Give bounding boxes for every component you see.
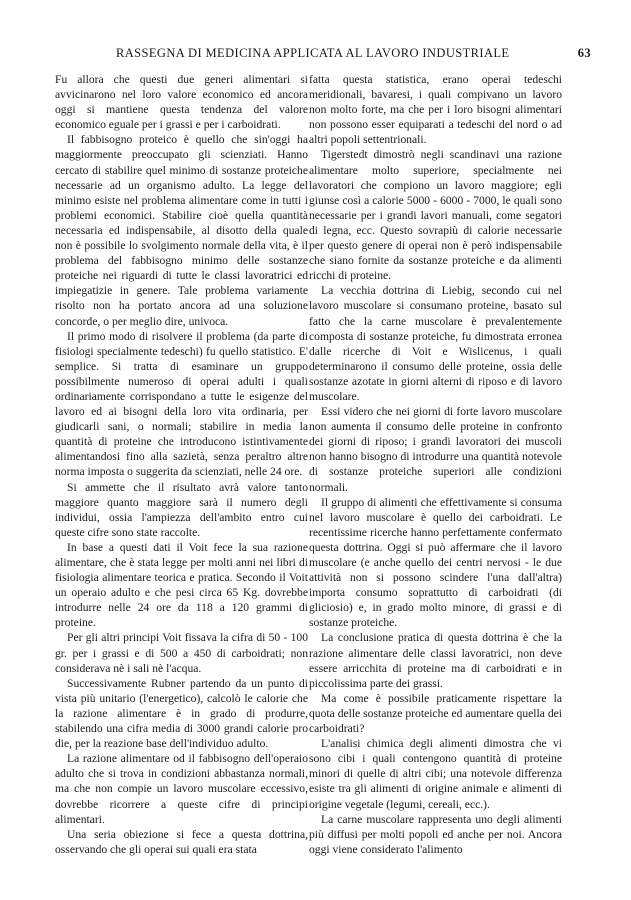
paragraph: Il gruppo di alimenti che effettivamente si consuma nel lavoro muscolare è quello dei carboidrati. Le recentissime ricerche hanno perfettamente confermato questa dottrina. Oggi si può affermare che il lavoro muscolare (e anche quello dei centri nervosi - le due attività non si possono scindere l'una dall'altra) importa consumo soprattutto di carboidrati (di gliciosio) e, in grado molto minore, di grassi e di sostanze proteiche. <box>309 495 562 630</box>
page-number: 63 <box>577 46 591 60</box>
right-column <box>309 72 562 857</box>
paragraph: La razione alimentare od il fabbisogno dell'operaio adulto che si trova in condizioni abbastanza normali, ma che non compie un lavoro muscolare eccessivo, dovrebbe ricorrere a queste cifre di principi alimentari. <box>55 752 308 826</box>
paragraph: Si ammette che il risultato avrà valore tanto maggiore quanto maggiore sarà il numero degli individui, ossia l'ampiezza dell'ambito entro cui queste cifre sono state raccolte. <box>55 480 308 539</box>
paragraph: L'analisi chimica degli alimenti dimostra che vi sono cibi i quali contengono quantità di proteine minori di quelle di altri cibi; una notevole differenza esiste tra gli alimenti di origine animale e alimenti di origine vegetale (legumi, cereali, ecc.). <box>309 737 562 811</box>
paragraph: Fu allora che questi due generi alimentari si avvicinarono nel loro valore economico ed ancora oggi si mantiene questa tendenza del valore economico eguale per i grassi e per i carboidrati. <box>55 73 308 132</box>
paragraph: Essi videro che nei giorni di forte lavoro muscolare non aumenta il consumo delle proteine in confronto dei giorni di riposo; i grandi lavoratori dei muscoli non hanno bisogno di introdurre una quantità notevole di sostanze proteiche superiori alle condizioni normali. <box>309 405 562 494</box>
paragraph: Il fabbisogno proteico è quello che sin'oggi ha maggiormente preoccupato gli scienziati. Hanno cercato di stabilire quel minimo di sostanze proteiche necessarie ad un organismo adulto. La legge del minimo esiste nel problema alimentare come in tutti i problemi economici. Stabilire cioè quella quantità necessaria ed indispensabile, al disotto della quale non è possibile lo svolgimento normale della vita, è il problema del fabbisogno minimo delle sostanze proteiche nei riguardi di tutte le classi lavoratrici ed impiegatizie in genere. Tale problema variamente risolto non ha portato ancora ad una soluzione concorde, o per meglio dire, univoca. <box>55 133 308 328</box>
left-column <box>55 72 308 857</box>
paragraph: fatta questa statistica, erano operai tedeschi meridionali, bavaresi, i quali compivano un lavoro non molto forte, ma che per i loro bisogni alimentari non possono esser equiparati a tedeschi del nord o ad altri popoli settentrionali. <box>309 73 562 147</box>
paragraph: Successivamente Rubner partendo da un punto di vista più unitario (l'energetico), calcolò le calorie che la razione alimentare è in grado di produrre, stabilendo una cifra media di 3000 grandi calorie pro die, per la reazione base dell'individuo adulto. <box>55 676 308 751</box>
paragraph: In base a questi dati il Voit fece la sua razione alimentare, che è stata legge per molti anni nei libri di fisiologia alimentare teorica e pratica. Secondo il Voit un operaio adulto e che pesi circa 65 Kg. dovrebbe introdurre nelle 24 ore da 118 a 120 grammi di proteine. <box>55 540 308 630</box>
running-header <box>80 46 591 62</box>
paragraph: Ma come è possibile praticamente rispettare la quota delle sostanze proteiche ed aumentare quella dei carboidrati? <box>309 691 562 736</box>
paragraph: La carne muscolare rappresenta uno degli alimenti più diffusi per molti popoli ed anche per noi. Ancora oggi viene considerato l'alimento <box>309 812 562 856</box>
paragraph: Una seria obiezione si fece a questa dottrina, osservando che gli operai sui quali era stata <box>55 827 308 856</box>
paragraph: Il primo modo di risolvere il problema (da parte di fisiologi specialmente tedeschi) fu quello statistico. E' semplice. Si tratta di esaminare un gruppo possibilmente numeroso di operai adulti i quali ordinariamente corrispondano a tutte le esigenze del lavoro ed ai bisogni della loro vita ordinaria, per giudicarli sani, o normali; stabilire in media la quantità di proteine che introducono istintivamente alimentandosi fino alla sazietà, senza peraltro altre norma imposta o suggerita da scienziati, nelle 24 ore. <box>55 329 308 479</box>
paragraph: Per gli altri principi Voit fissava la cifra di 50 - 100 gr. per i grassi e di 500 a 450 di carboidrati; non considerava nè i sali nè l'acqua. <box>55 631 308 675</box>
journal-title: RASSEGNA DI MEDICINA APPLICATA AL LAVORO INDUSTRIALE <box>116 46 510 60</box>
paragraph: Tigerstedt dimostrò negli scandinavi una razione alimentare molto superiore, specialmente nei lavoratori che compiono un lavoro maggiore; egli giunse così a calorie 5000 - 6000 - 7000, le quali sono necessarie per i grandi lavori manuali, come segatori di legna, ecc. Questo sovrapiù di calorie necessarie per questo genere di operai non è però indispensabile che siano fornite da sostanze proteiche e da alimenti ricchi di proteine. <box>309 148 562 283</box>
paragraph: La vecchia dottrina di Liebig, secondo cui nel lavoro muscolare si consumano proteine, basato sul fatto che la carne muscolare è prevalentemente composta di sostanze proteiche, fu dimostrata erronea dalle ricerche di Voit e Wislicenus, i quali determinarono il consumo delle proteine, ossia delle sostanze azotate in giorni alterni di riposo e di lavoro muscolare. <box>309 284 562 403</box>
paragraph: La conclusione pratica di questa dottrina è che la razione alimentare delle classi lavoratrici, non deve essere arricchita di proteine ma di carboidrati e in piccolissima parte dei grassi. <box>309 631 562 690</box>
